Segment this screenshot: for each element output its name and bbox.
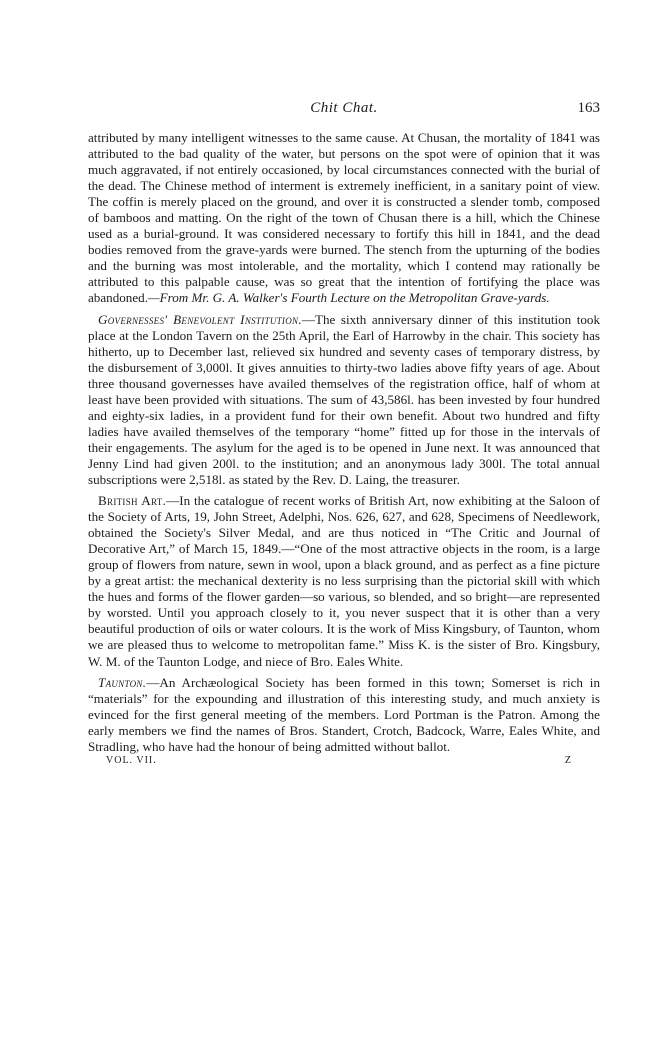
paragraph-british-art — [88, 493, 600, 670]
paragraph-governesses — [88, 312, 600, 489]
paragraph-heading: British Art. — [98, 493, 167, 509]
paragraph-body: attributed by many intelligent witnesses to the same cause. At Chusan, the mortality of 1841 was attributed to the bad quality of the water, but persons on the spot were of opinion that it was much aggravated, if not entirely occasioned, by local circumstances connected with the burial of the dead. The Chinese method of interment is extremely inefficient, in a sanitary point of view. The coffin is merely placed on the ground, and over it is constructed a slender tomb, composed of bamboos and matting. On the right of the town of Chusan there is a hill, which the Chinese used as a burial-ground. It was considered necessary to fortify this hill in 1841, and the dead bodies removed from the grave-yards were burned. The stench from the upturning of the bodies and the burning was most intolerable, and the mortality, which I contend may rationally be attributed to this palpable cause, was so great that the intention of fortifying the place was abandoned. — [88, 130, 600, 306]
page-number: 163 — [577, 100, 600, 116]
running-head — [88, 100, 600, 130]
book-page — [88, 100, 600, 771]
paragraph-body: —In the catalogue of recent works of British Art, now exhibiting at the Saloon of the Society of Arts, 19, John Street, Adelphi, Nos. 626, 627, and 628, Specimens of Needlework, obtained the Society's Silver Medal, and are thus noticed in “The Critic and Journal of Decorative Art,” of March 15, 1849.—“One of the most attractive objects in the room, is a large group of flowers from nature, sewn in wool, upon a black ground, and as perfect as a fine picture by a great artist: the mechanical dexterity is no less surprising than the pictorial skill with which the hues and forms of the flower garden—so various, so blended, and so bright—are represented by worsted. Until you approach closely to it, you never suspect that it is other than a very beautiful production of oils or water colours. It is the work of Miss Kingsbury, of Taunton, whom we are pleased thus to welcome to metropolitan fame.” Miss K. is the sister of Bro. Kingsbury, W. M. of the Taunton Lodge, and niece of Bro. Eales White. — [88, 493, 600, 669]
paragraph-heading: Taunton. — [98, 674, 147, 690]
paragraph-taunton — [88, 675, 600, 755]
running-title: Chit Chat. — [310, 100, 378, 116]
paragraph-heading: Governesses' Benevolent Institution. — [98, 311, 302, 327]
paragraph-burial-continuation — [88, 130, 600, 307]
paragraph-body: —The sixth anniversary dinner of this institution took place at the London Tavern on the 25th April, the Earl of Harrowby in the chair. This society has hitherto, up to December last, relieved six hundred and seventy cases of temporary distress, by the disbursement of 3,000l. It gives annuities to thirty-two ladies above fifty years of age. About three thousand governesses have availed themselves of the registration office, half of whom at least have been provided with situations. The sum of 43,586l. has been invested by four hundred and eighty-six ladies, in a provident fund for their own benefit. About two hundred and fifty ladies have availed themselves of the temporary “home” fitted up for those in the intervals of their engagements. The asylum for the aged is to be opened in June next. It was announced that Jenny Lind had given 200l. to the institution; and an anonymous lady 300l. The total annual subscriptions were 2,518l. as stated by the Rev. D. Laing, the treasurer. — [88, 311, 600, 487]
paragraph-body: —An Archæological Society has been formed in this town; Somerset is rich in “materials” for the expounding and illustration of this interesting study, and much anxiety is evinced for the first general meeting of the members. Lord Portman is the Patron. Among the early members we find the names of Bros. Standert, Crotch, Badcock, Warre, Eales White, and Stradling, who have had the honour of being admitted without ballot. — [88, 674, 600, 754]
volume-label: VOL. VII. — [106, 754, 157, 766]
page-footer — [88, 755, 600, 771]
paragraph-source: —From Mr. G. A. Walker's Fourth Lecture on the Metropolitan Grave-yards. — [148, 290, 550, 306]
signature-mark: Z — [564, 754, 572, 766]
